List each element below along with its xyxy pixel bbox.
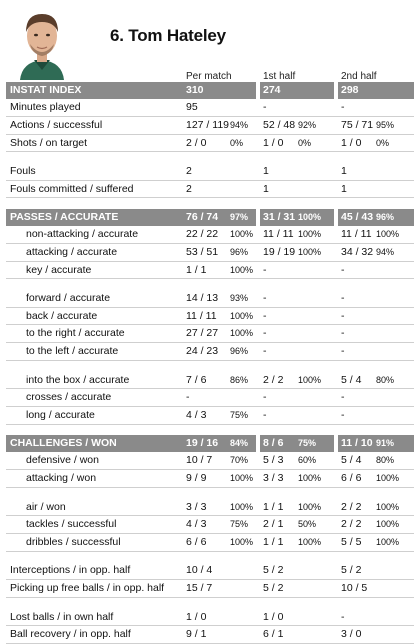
stat-label: Shots / on target: [10, 136, 88, 149]
per-match-value: 1 / 1: [186, 263, 207, 276]
stat-row: [6, 470, 414, 488]
stat-row: [6, 626, 414, 644]
first-half-value: -: [263, 409, 267, 422]
per-match-percent: 86%: [230, 374, 249, 385]
per-match-value: 11 / 11: [186, 309, 217, 322]
stat-row: [6, 389, 414, 407]
per-match-percent: 0%: [230, 137, 244, 148]
second-half-percent: 100%: [376, 228, 400, 239]
stat-label: Picking up free balls / in opp. half: [10, 582, 165, 595]
stat-row: [6, 99, 414, 117]
second-half-value: 3 / 0: [341, 628, 362, 641]
row-spacer: [6, 425, 414, 436]
row-spacer: [6, 598, 414, 609]
stat-label: INSTAT INDEX: [10, 84, 82, 96]
first-half-value: 19 / 19: [263, 245, 296, 258]
per-match-value: 10 / 7: [186, 454, 213, 467]
section-header-row: [6, 82, 414, 99]
stats-table: [6, 82, 414, 644]
stat-label: forward / accurate: [26, 291, 111, 304]
per-match-percent: 100%: [230, 228, 254, 239]
first-half-value: 1 / 1: [263, 536, 284, 549]
first-half-value: -: [263, 291, 267, 304]
per-match-percent: 100%: [230, 501, 254, 512]
stat-label: non-attacking / accurate: [26, 227, 139, 240]
second-half-value: 5 / 4: [341, 454, 362, 467]
per-match-value: 1 / 0: [186, 610, 207, 623]
first-half-value: 11 / 11: [263, 227, 294, 240]
stat-label: Minutes played: [10, 101, 81, 113]
second-half-percent: 80%: [376, 455, 395, 466]
stat-label: into the box / accurate: [26, 373, 130, 386]
stat-row: [6, 452, 414, 470]
second-half-percent: 95%: [376, 119, 395, 130]
first-half-value: -: [263, 263, 267, 276]
per-match-percent: 100%: [230, 537, 254, 548]
column-header-first-half: 1st half: [263, 71, 296, 82]
per-match-value: 7 / 6: [186, 373, 207, 386]
per-match-value: 4 / 3: [186, 409, 207, 422]
per-match-value: 9 / 1: [186, 628, 207, 641]
stat-label: Ball recovery / in opp. half: [10, 628, 131, 641]
first-half-value: -: [263, 309, 267, 322]
first-half-percent: 75%: [298, 438, 317, 449]
per-match-value: 19 / 16: [186, 437, 219, 450]
first-half-percent: 100%: [298, 211, 322, 222]
second-half-value: -: [341, 291, 345, 304]
first-half-value: 6 / 1: [263, 628, 284, 641]
stat-label: long / accurate: [26, 409, 95, 422]
second-half-value: -: [341, 309, 345, 322]
second-half-value: -: [341, 409, 345, 422]
stat-label: crosses / accurate: [26, 391, 112, 404]
second-half-percent: 100%: [376, 537, 400, 548]
second-half-value: 1: [341, 182, 347, 195]
column-separator: [334, 435, 338, 452]
column-separator: [256, 435, 260, 452]
per-match-value: 76 / 74: [186, 210, 219, 223]
per-match-percent: 100%: [230, 473, 254, 484]
first-half-value: -: [263, 391, 267, 404]
row-spacer: [6, 552, 414, 563]
first-half-percent: 60%: [298, 455, 317, 466]
section-header-row: [6, 209, 414, 226]
first-half-percent: 100%: [298, 501, 322, 512]
per-match-value: 15 / 7: [186, 582, 213, 595]
stat-row: [6, 407, 414, 425]
second-half-value: 75 / 71: [341, 118, 374, 131]
per-match-value: 2: [186, 182, 192, 195]
stat-label: Fouls committed / suffered: [10, 182, 134, 195]
row-spacer: [6, 488, 414, 499]
second-half-value: 45 / 43: [341, 210, 374, 223]
first-half-value: 5 / 2: [263, 582, 284, 595]
stat-row: [6, 290, 414, 308]
per-match-value: 2 / 0: [186, 136, 207, 149]
per-match-value: 6 / 6: [186, 536, 207, 549]
stat-label: attacking / accurate: [26, 245, 118, 258]
second-half-percent: 100%: [376, 519, 400, 530]
second-half-value: 10 / 5: [341, 582, 368, 595]
per-match-value: 22 / 22: [186, 227, 219, 240]
first-half-value: 1 / 0: [263, 610, 284, 623]
player-name: 6. Tom Hateley: [110, 26, 226, 45]
first-half-value: 8 / 6: [263, 437, 284, 450]
first-half-value: 31 / 31: [263, 210, 296, 223]
per-match-percent: 93%: [230, 292, 249, 303]
second-half-value: 11 / 10: [341, 437, 373, 450]
second-half-value: 1 / 0: [341, 136, 362, 149]
stat-row: [6, 609, 414, 627]
per-match-value: 27 / 27: [186, 327, 219, 340]
second-half-value: 5 / 2: [341, 564, 362, 577]
row-spacer: [6, 279, 414, 290]
first-half-value: -: [263, 101, 267, 113]
first-half-value: 52 / 48: [263, 118, 296, 131]
per-match-value: 310: [186, 84, 204, 96]
second-half-value: 11 / 11: [341, 227, 372, 240]
per-match-percent: 75%: [230, 410, 249, 421]
per-match-percent: 96%: [230, 346, 249, 357]
per-match-percent: 75%: [230, 519, 249, 530]
per-match-percent: 84%: [230, 438, 249, 449]
stat-label: attacking / won: [26, 472, 97, 485]
stat-row: [6, 499, 414, 517]
stat-label: to the left / accurate: [26, 345, 119, 358]
second-half-percent: 80%: [376, 374, 395, 385]
first-half-percent: 100%: [298, 228, 322, 239]
second-half-percent: 100%: [376, 473, 400, 484]
stat-row: [6, 343, 414, 361]
column-separator: [256, 209, 260, 226]
second-half-value: 298: [341, 84, 359, 96]
row-spacer: [6, 198, 414, 209]
stat-row: [6, 244, 414, 262]
second-half-value: 2 / 2: [341, 518, 362, 531]
stat-row: [6, 308, 414, 326]
first-half-percent: 92%: [298, 119, 317, 130]
stat-label: Fouls: [10, 164, 36, 177]
stat-row: [6, 117, 414, 135]
first-half-value: 1: [263, 164, 269, 177]
first-half-value: 2 / 1: [263, 518, 284, 531]
first-half-value: -: [263, 327, 267, 340]
second-half-percent: 91%: [376, 438, 395, 449]
stat-label: PASSES / ACCURATE: [10, 210, 119, 223]
second-half-value: -: [341, 263, 345, 276]
first-half-value: 2 / 2: [263, 373, 284, 386]
first-half-value: 3 / 3: [263, 472, 284, 485]
stat-row: [6, 226, 414, 244]
second-half-value: 34 / 32: [341, 245, 374, 258]
second-half-value: 1: [341, 164, 347, 177]
second-half-percent: 94%: [376, 246, 395, 257]
stat-row: [6, 135, 414, 153]
second-half-percent: 100%: [376, 501, 400, 512]
stat-row: [6, 534, 414, 552]
column-separator: [334, 82, 338, 99]
first-half-value: 5 / 2: [263, 564, 284, 577]
second-half-value: -: [341, 345, 345, 358]
first-half-value: 274: [263, 84, 281, 96]
first-half-percent: 100%: [298, 246, 322, 257]
stat-row: [6, 516, 414, 534]
first-half-percent: 50%: [298, 519, 317, 530]
per-match-value: 9 / 9: [186, 472, 207, 485]
stat-row: [6, 262, 414, 280]
stat-row: [6, 181, 414, 199]
per-match-value: 2: [186, 164, 192, 177]
per-match-value: -: [186, 391, 190, 404]
stat-label: to the right / accurate: [26, 327, 125, 340]
player-photo: [12, 4, 72, 80]
per-match-value: 14 / 13: [186, 291, 219, 304]
stat-label: back / accurate: [26, 309, 98, 322]
per-match-percent: 100%: [230, 328, 254, 339]
stat-label: air / won: [26, 500, 66, 513]
row-spacer: [6, 361, 414, 372]
stat-row: [6, 163, 414, 181]
per-match-percent: 100%: [230, 264, 254, 275]
player-header: [0, 0, 416, 82]
stat-label: defensive / won: [26, 454, 99, 467]
stat-label: key / accurate: [26, 263, 92, 276]
column-separator: [256, 82, 260, 99]
stat-row: [6, 325, 414, 343]
second-half-value: 6 / 6: [341, 472, 362, 485]
first-half-percent: 100%: [298, 537, 322, 548]
column-header-second-half: 2nd half: [341, 71, 377, 82]
first-half-percent: 100%: [298, 473, 322, 484]
per-match-value: 53 / 51: [186, 245, 219, 258]
second-half-value: 5 / 5: [341, 536, 362, 549]
row-spacer: [6, 152, 414, 163]
second-half-percent: 96%: [376, 211, 395, 222]
stat-row: [6, 562, 414, 580]
first-half-value: -: [263, 345, 267, 358]
first-half-value: 1: [263, 182, 269, 195]
first-half-percent: 100%: [298, 374, 322, 385]
per-match-percent: 96%: [230, 246, 249, 257]
second-half-value: -: [341, 101, 345, 113]
second-half-value: -: [341, 391, 345, 404]
stat-label: Interceptions / in opp. half: [10, 564, 131, 577]
per-match-percent: 100%: [230, 310, 254, 321]
per-match-value: 24 / 23: [186, 345, 219, 358]
second-half-value: 5 / 4: [341, 373, 362, 386]
per-match-value: 127 / 119: [186, 118, 230, 131]
per-match-value: 4 / 3: [186, 518, 207, 531]
column-header-per-match: Per match: [186, 71, 232, 82]
stat-label: tackles / successful: [26, 518, 117, 531]
second-half-value: -: [341, 327, 345, 340]
first-half-value: 5 / 3: [263, 454, 284, 467]
per-match-value: 3 / 3: [186, 500, 207, 513]
per-match-percent: 97%: [230, 211, 249, 222]
per-match-value: 95: [186, 101, 198, 113]
stat-label: CHALLENGES / WON: [10, 437, 117, 450]
per-match-percent: 70%: [230, 455, 249, 466]
second-half-percent: 0%: [376, 137, 390, 148]
column-separator: [334, 209, 338, 226]
section-header-row: [6, 435, 414, 452]
second-half-value: 2 / 2: [341, 500, 362, 513]
stat-label: Lost balls / in own half: [10, 610, 114, 623]
second-half-value: -: [341, 610, 345, 623]
per-match-value: 10 / 4: [186, 564, 213, 577]
stat-row: [6, 580, 414, 598]
stat-row: [6, 372, 414, 390]
stat-label: dribbles / successful: [26, 536, 121, 549]
first-half-percent: 0%: [298, 137, 312, 148]
per-match-percent: 94%: [230, 119, 249, 130]
stat-label: Actions / successful: [10, 118, 103, 131]
first-half-value: 1 / 0: [263, 136, 284, 149]
first-half-value: 1 / 1: [263, 500, 284, 513]
